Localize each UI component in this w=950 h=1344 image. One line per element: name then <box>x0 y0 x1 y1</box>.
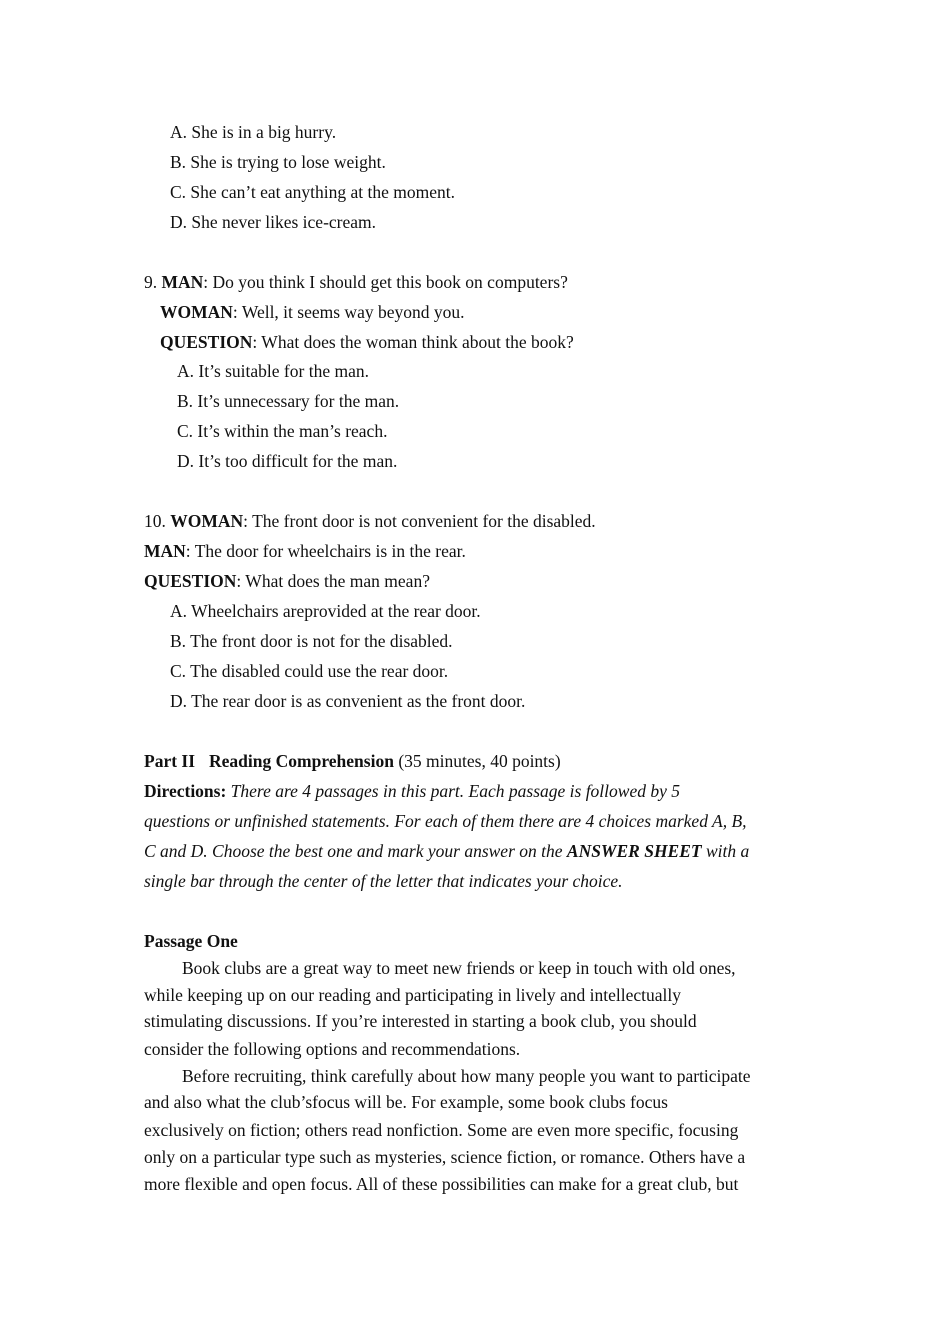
passage-line-2: while keeping up on our reading and participating in lively and intellectually <box>144 985 681 1005</box>
q9-option-d: D. It’s too difficult for the man. <box>177 451 398 471</box>
q10-question-label: QUESTION <box>144 571 237 591</box>
part2-heading <box>144 750 561 772</box>
part2-heading-title: Reading Comprehension <box>209 751 394 771</box>
part2-heading-meta: (35 minutes, 40 points) <box>398 751 561 771</box>
passage-line-4: consider the following options and recommendations. <box>144 1039 521 1059</box>
q9-option-b: B. It’s unnecessary for the man. <box>177 391 400 411</box>
q8-option-d: D. She never likes ice-cream. <box>170 212 377 232</box>
answer-sheet-emphasis: ANSWER SHEET <box>566 841 702 861</box>
passage-line-6: and also what the club’sfocus will be. For example, some book clubs focus <box>144 1092 668 1112</box>
directions-text-2: questions or unfinished statements. For each of them there are 4 choices marked A, B, <box>144 811 747 831</box>
q9-option-a: A. It’s suitable for the man. <box>177 361 369 381</box>
passage-line-9: more flexible and open focus. All of these possibilities can make for a great club, but <box>144 1174 739 1194</box>
directions-line-3 <box>144 840 749 862</box>
q9-woman-line <box>160 301 464 323</box>
passage-line-5: Before recruiting, think carefully about how many people you want to participate <box>182 1066 751 1086</box>
passage-line-3: stimulating discussions. If you’re interested in starting a book club, you should <box>144 1011 697 1031</box>
directions-line-4 <box>144 870 623 892</box>
q10-man-line <box>144 540 466 562</box>
q10-question-line <box>144 570 430 592</box>
q10-woman-text: : The front door is not convenient for the disabled. <box>243 511 596 531</box>
q9-question-line <box>160 331 574 353</box>
directions-label: Directions: <box>144 781 227 801</box>
q9-man-label: MAN <box>161 272 204 292</box>
directions-text-3b: with a <box>701 841 750 861</box>
passage-line-7: exclusively on fiction; others read nonfiction. Some are even more specific, focusing <box>144 1120 739 1140</box>
q10-option-a: A. Wheelchairs areprovided at the rear door. <box>170 601 481 621</box>
q8-option-b: B. She is trying to lose weight. <box>170 152 386 172</box>
part2-heading-part: Part II <box>144 751 196 771</box>
q10-man-label: MAN <box>144 541 186 561</box>
q10-man-text: : The door for wheelchairs is in the rear. <box>185 541 466 561</box>
q10-woman-line <box>144 510 596 532</box>
passage-line-8: only on a particular type such as mysteries, science fiction, or romance. Others have a <box>144 1147 746 1167</box>
directions-line-2 <box>144 810 747 832</box>
q8-option-a: A. She is in a big hurry. <box>170 122 337 142</box>
q9-woman-label: WOMAN <box>160 302 233 322</box>
q9-option-c: C. It’s within the man’s reach. <box>177 421 388 441</box>
q9-man-text: : Do you think I should get this book on computers? <box>203 272 568 292</box>
passage-title: Passage One <box>144 931 238 951</box>
directions-text-1: There are 4 passages in this part. Each passage is followed by 5 <box>230 781 680 801</box>
q9-man-line <box>144 271 568 293</box>
directions-text-4: single bar through the center of the letter that indicates your choice. <box>144 871 623 891</box>
q10-woman-label: WOMAN <box>170 511 244 531</box>
q10-option-c: C. The disabled could use the rear door. <box>170 661 449 681</box>
q10-option-b: B. The front door is not for the disabled. <box>170 631 453 651</box>
q10-number: 10. <box>144 511 166 531</box>
q9-question-text: : What does the woman think about the book? <box>252 332 574 352</box>
q9-number: 9. <box>144 272 158 292</box>
q9-woman-text: : Well, it seems way beyond you. <box>232 302 465 322</box>
directions-text-3a: C and D. Choose the best one and mark your answer on the <box>144 841 567 861</box>
passage-line-1: Book clubs are a great way to meet new friends or keep in touch with old ones, <box>182 958 736 978</box>
q10-question-text: : What does the man mean? <box>236 571 430 591</box>
q9-question-label: QUESTION <box>160 332 253 352</box>
directions-line-1 <box>144 780 680 802</box>
q10-option-d: D. The rear door is as convenient as the front door. <box>170 691 526 711</box>
q8-option-c: C. She can’t eat anything at the moment. <box>170 182 455 202</box>
